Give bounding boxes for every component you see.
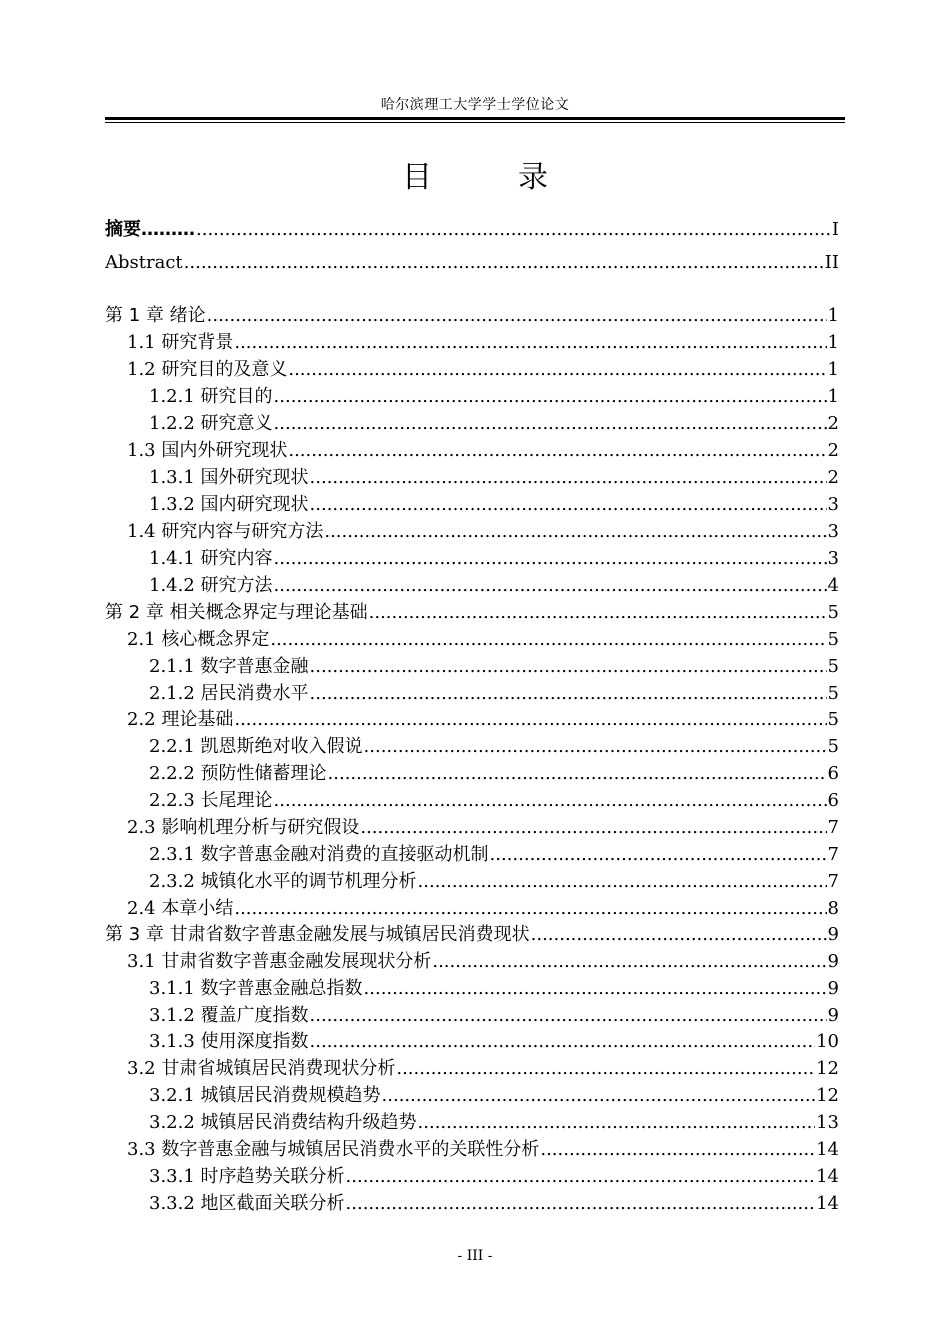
- toc-entry-2-1[interactable]: [105, 627, 839, 653]
- toc-entry-page: 4: [827, 575, 839, 596]
- toc-entry-page: 3: [827, 548, 839, 569]
- toc-entry-label: 2.3.1 数字普惠金融对消费的直接驱动机制: [149, 844, 489, 865]
- toc-entry-page: 6: [827, 790, 839, 811]
- dot-leader: [310, 465, 827, 491]
- dot-leader: [196, 217, 831, 243]
- toc-entry-1-2-1[interactable]: [105, 384, 839, 410]
- dot-leader: [324, 519, 826, 545]
- dot-leader: [346, 1191, 816, 1217]
- page-footer-number: - III -: [457, 1248, 493, 1264]
- toc-entry-1-3[interactable]: [105, 438, 839, 464]
- toc-entry-label: 1.4.2 研究方法: [149, 575, 273, 596]
- toc-entry-1-2-2[interactable]: [105, 411, 839, 437]
- toc-entry-page: 5: [827, 602, 839, 623]
- toc-entry-page: 8: [827, 898, 839, 919]
- toc-entry-label: 1.3.2 国内研究现状: [149, 494, 309, 515]
- toc-entry-page: 14: [816, 1193, 839, 1214]
- toc-entry-1-1[interactable]: [105, 330, 839, 356]
- toc-entry-label: 3.1 甘肃省数字普惠金融发展现状分析: [127, 951, 432, 972]
- dot-leader: [540, 1137, 815, 1163]
- toc-entry-label: 3.1.2 覆盖广度指数: [149, 1005, 309, 1026]
- toc-title: 目 录: [402, 160, 576, 195]
- dot-leader: [396, 1056, 815, 1082]
- toc-entry-2-3-1[interactable]: [105, 842, 839, 868]
- dot-leader: [234, 896, 826, 922]
- toc-entry-label: 3.3 数字普惠金融与城镇居民消费水平的关联性分析: [127, 1139, 540, 1160]
- toc-entry-page: 2: [827, 440, 839, 461]
- toc-entry-label: 1.1 研究背景: [127, 332, 234, 353]
- toc-entry-page: 6: [827, 763, 839, 784]
- toc-entry-label: 摘要………: [105, 219, 195, 240]
- toc-entry-label: 1.2 研究目的及意义: [127, 359, 288, 380]
- toc-entry-2-1-1[interactable]: [105, 654, 839, 680]
- toc-entry-2-2-1[interactable]: [105, 734, 839, 760]
- toc-entry-label: 2.1.1 数字普惠金融: [149, 656, 309, 677]
- dot-leader: [369, 600, 827, 626]
- toc-entry-label: 1.4.1 研究内容: [149, 548, 273, 569]
- dot-leader: [382, 1083, 816, 1109]
- toc-entry-page: II: [824, 252, 839, 273]
- dot-leader: [274, 788, 827, 814]
- toc-entry-page: 13: [816, 1112, 839, 1133]
- toc-entry-page: 9: [827, 951, 839, 972]
- toc-entry-chapter-1[interactable]: [105, 303, 839, 329]
- toc-entry-page: 12: [816, 1058, 839, 1079]
- toc-entry-abstract-en[interactable]: [105, 250, 839, 276]
- toc-entry-label: 1.2.1 研究目的: [149, 386, 273, 407]
- dot-leader: [288, 438, 826, 464]
- toc-entry-page: 1: [827, 386, 839, 407]
- toc-entry-page: 14: [816, 1139, 839, 1160]
- toc-entry-2-2-3[interactable]: [105, 788, 839, 814]
- dot-leader: [310, 681, 827, 707]
- dot-leader: [234, 707, 826, 733]
- toc-entry-label: 2.2.2 预防性储蓄理论: [149, 763, 327, 784]
- toc-entry-label: 2.2.3 长尾理论: [149, 790, 273, 811]
- toc-entry-label: 3.2 甘肃省城镇居民消费现状分析: [127, 1058, 396, 1079]
- toc-entry-label: 第 2 章 相关概念界定与理论基础: [105, 602, 368, 623]
- toc-entry-label: 3.3.1 时序趋势关联分析: [149, 1166, 345, 1187]
- toc-entry-label: 2.3 影响机理分析与研究假设: [127, 817, 360, 838]
- toc-entry-page: 2: [827, 413, 839, 434]
- header-rule-thin: [105, 122, 845, 123]
- toc-entry-page: 9: [827, 924, 839, 945]
- toc-entry-3-2-2[interactable]: [105, 1110, 839, 1136]
- dot-leader: [418, 869, 827, 895]
- toc-entry-page: 3: [827, 494, 839, 515]
- toc-entry-3-2-1[interactable]: [105, 1083, 839, 1109]
- toc-entry-label: 1.4 研究内容与研究方法: [127, 521, 324, 542]
- toc-entry-1-4-1[interactable]: [105, 546, 839, 572]
- toc-entry-page: I: [831, 219, 839, 240]
- toc-entry-2-4[interactable]: [105, 896, 839, 922]
- toc-entry-2-3[interactable]: [105, 815, 839, 841]
- dot-leader: [310, 1003, 827, 1029]
- toc-entry-page: 1: [827, 305, 839, 326]
- toc-entry-page: 5: [827, 656, 839, 677]
- toc-entry-label: 2.1.2 居民消费水平: [149, 683, 309, 704]
- dot-leader: [418, 1110, 816, 1136]
- dot-leader: [270, 627, 826, 653]
- dot-leader: [184, 250, 824, 276]
- toc-entry-page: 5: [827, 736, 839, 757]
- toc-entry-page: 1: [827, 332, 839, 353]
- dot-leader: [531, 922, 827, 948]
- toc-entry-1-4[interactable]: [105, 519, 839, 545]
- dot-leader: [432, 949, 826, 975]
- toc-entry-label: 2.2.1 凯恩斯绝对收入假说: [149, 736, 363, 757]
- toc-entry-abstract-cn[interactable]: [105, 217, 839, 243]
- toc-entry-page: 2: [827, 467, 839, 488]
- toc-entry-label: 2.3.2 城镇化水平的调节机理分析: [149, 871, 417, 892]
- toc-entry-page: 12: [816, 1085, 839, 1106]
- toc-entry-3-1-1[interactable]: [105, 976, 839, 1002]
- toc-entry-page: 10: [816, 1031, 839, 1052]
- dot-leader: [234, 330, 826, 356]
- toc-entry-label: 3.1.3 使用深度指数: [149, 1031, 309, 1052]
- toc-entry-2-3-2[interactable]: [105, 869, 839, 895]
- header-rule-thick: [105, 117, 845, 120]
- toc-entry-page: 3: [827, 521, 839, 542]
- toc-entry-page: 1: [827, 359, 839, 380]
- toc-entry-page: 7: [827, 817, 839, 838]
- toc-entry-1-2[interactable]: [105, 357, 839, 383]
- toc-entry-chapter-3[interactable]: [105, 922, 839, 948]
- toc-entry-2-2[interactable]: [105, 707, 839, 733]
- toc-entry-3-2[interactable]: [105, 1056, 839, 1082]
- toc-entry-page: 7: [827, 871, 839, 892]
- toc-entry-page: 7: [827, 844, 839, 865]
- toc-entry-3-3[interactable]: [105, 1137, 839, 1163]
- toc-entry-page: 5: [827, 683, 839, 704]
- dot-leader: [288, 357, 826, 383]
- toc-entry-2-2-2[interactable]: [105, 761, 839, 787]
- toc-entry-1-3-2[interactable]: [105, 492, 839, 518]
- dot-leader: [310, 654, 827, 680]
- dot-leader: [360, 815, 826, 841]
- toc-entry-3-3-1[interactable]: [105, 1164, 839, 1190]
- toc-entry-page: 5: [827, 629, 839, 650]
- dot-leader: [274, 411, 827, 437]
- toc-entry-label: 1.3 国内外研究现状: [127, 440, 288, 461]
- dot-leader: [328, 761, 827, 787]
- toc-entry-page: 14: [816, 1166, 839, 1187]
- toc-entry-1-4-2[interactable]: [105, 573, 839, 599]
- toc-entry-label: 2.1 核心概念界定: [127, 629, 270, 650]
- running-header: 哈尔滨理工大学学士学位论文: [380, 97, 570, 113]
- toc-entry-3-1-2[interactable]: [105, 1003, 839, 1029]
- toc-entry-page: 5: [827, 709, 839, 730]
- dot-leader: [274, 546, 827, 572]
- toc-entry-label: 第 3 章 甘肃省数字普惠金融发展与城镇居民消费现状: [105, 924, 530, 945]
- dot-leader: [490, 842, 827, 868]
- toc-entry-page: 9: [827, 1005, 839, 1026]
- toc-entry-label: 1.3.1 国外研究现状: [149, 467, 309, 488]
- toc-entry-3-1[interactable]: [105, 949, 839, 975]
- toc-entry-page: 9: [827, 978, 839, 999]
- dot-leader: [310, 1029, 816, 1055]
- dot-leader: [274, 384, 827, 410]
- toc-entry-label: 2.4 本章小结: [127, 898, 234, 919]
- toc-entry-label: 3.1.1 数字普惠金融总指数: [149, 978, 363, 999]
- dot-leader: [364, 976, 827, 1002]
- dot-leader: [364, 734, 827, 760]
- toc-entry-label: 第 1 章 绪论: [105, 305, 206, 326]
- dot-leader: [346, 1164, 816, 1190]
- toc-entry-label: 3.2.1 城镇居民消费规模趋势: [149, 1085, 381, 1106]
- toc-entry-2-1-2[interactable]: [105, 681, 839, 707]
- toc-entry-label: 3.3.2 地区截面关联分析: [149, 1193, 345, 1214]
- toc-entry-chapter-2[interactable]: [105, 600, 839, 626]
- toc-entry-3-3-2[interactable]: [105, 1191, 839, 1217]
- toc-entry-label: 2.2 理论基础: [127, 709, 234, 730]
- toc-entry-1-3-1[interactable]: [105, 465, 839, 491]
- dot-leader: [207, 303, 827, 329]
- dot-leader: [310, 492, 827, 518]
- toc-entry-label: Abstract: [105, 252, 183, 273]
- toc-entry-3-1-3[interactable]: [105, 1029, 839, 1055]
- dot-leader: [274, 573, 827, 599]
- toc-entry-label: 1.2.2 研究意义: [149, 413, 273, 434]
- toc-entry-label: 3.2.2 城镇居民消费结构升级趋势: [149, 1112, 417, 1133]
